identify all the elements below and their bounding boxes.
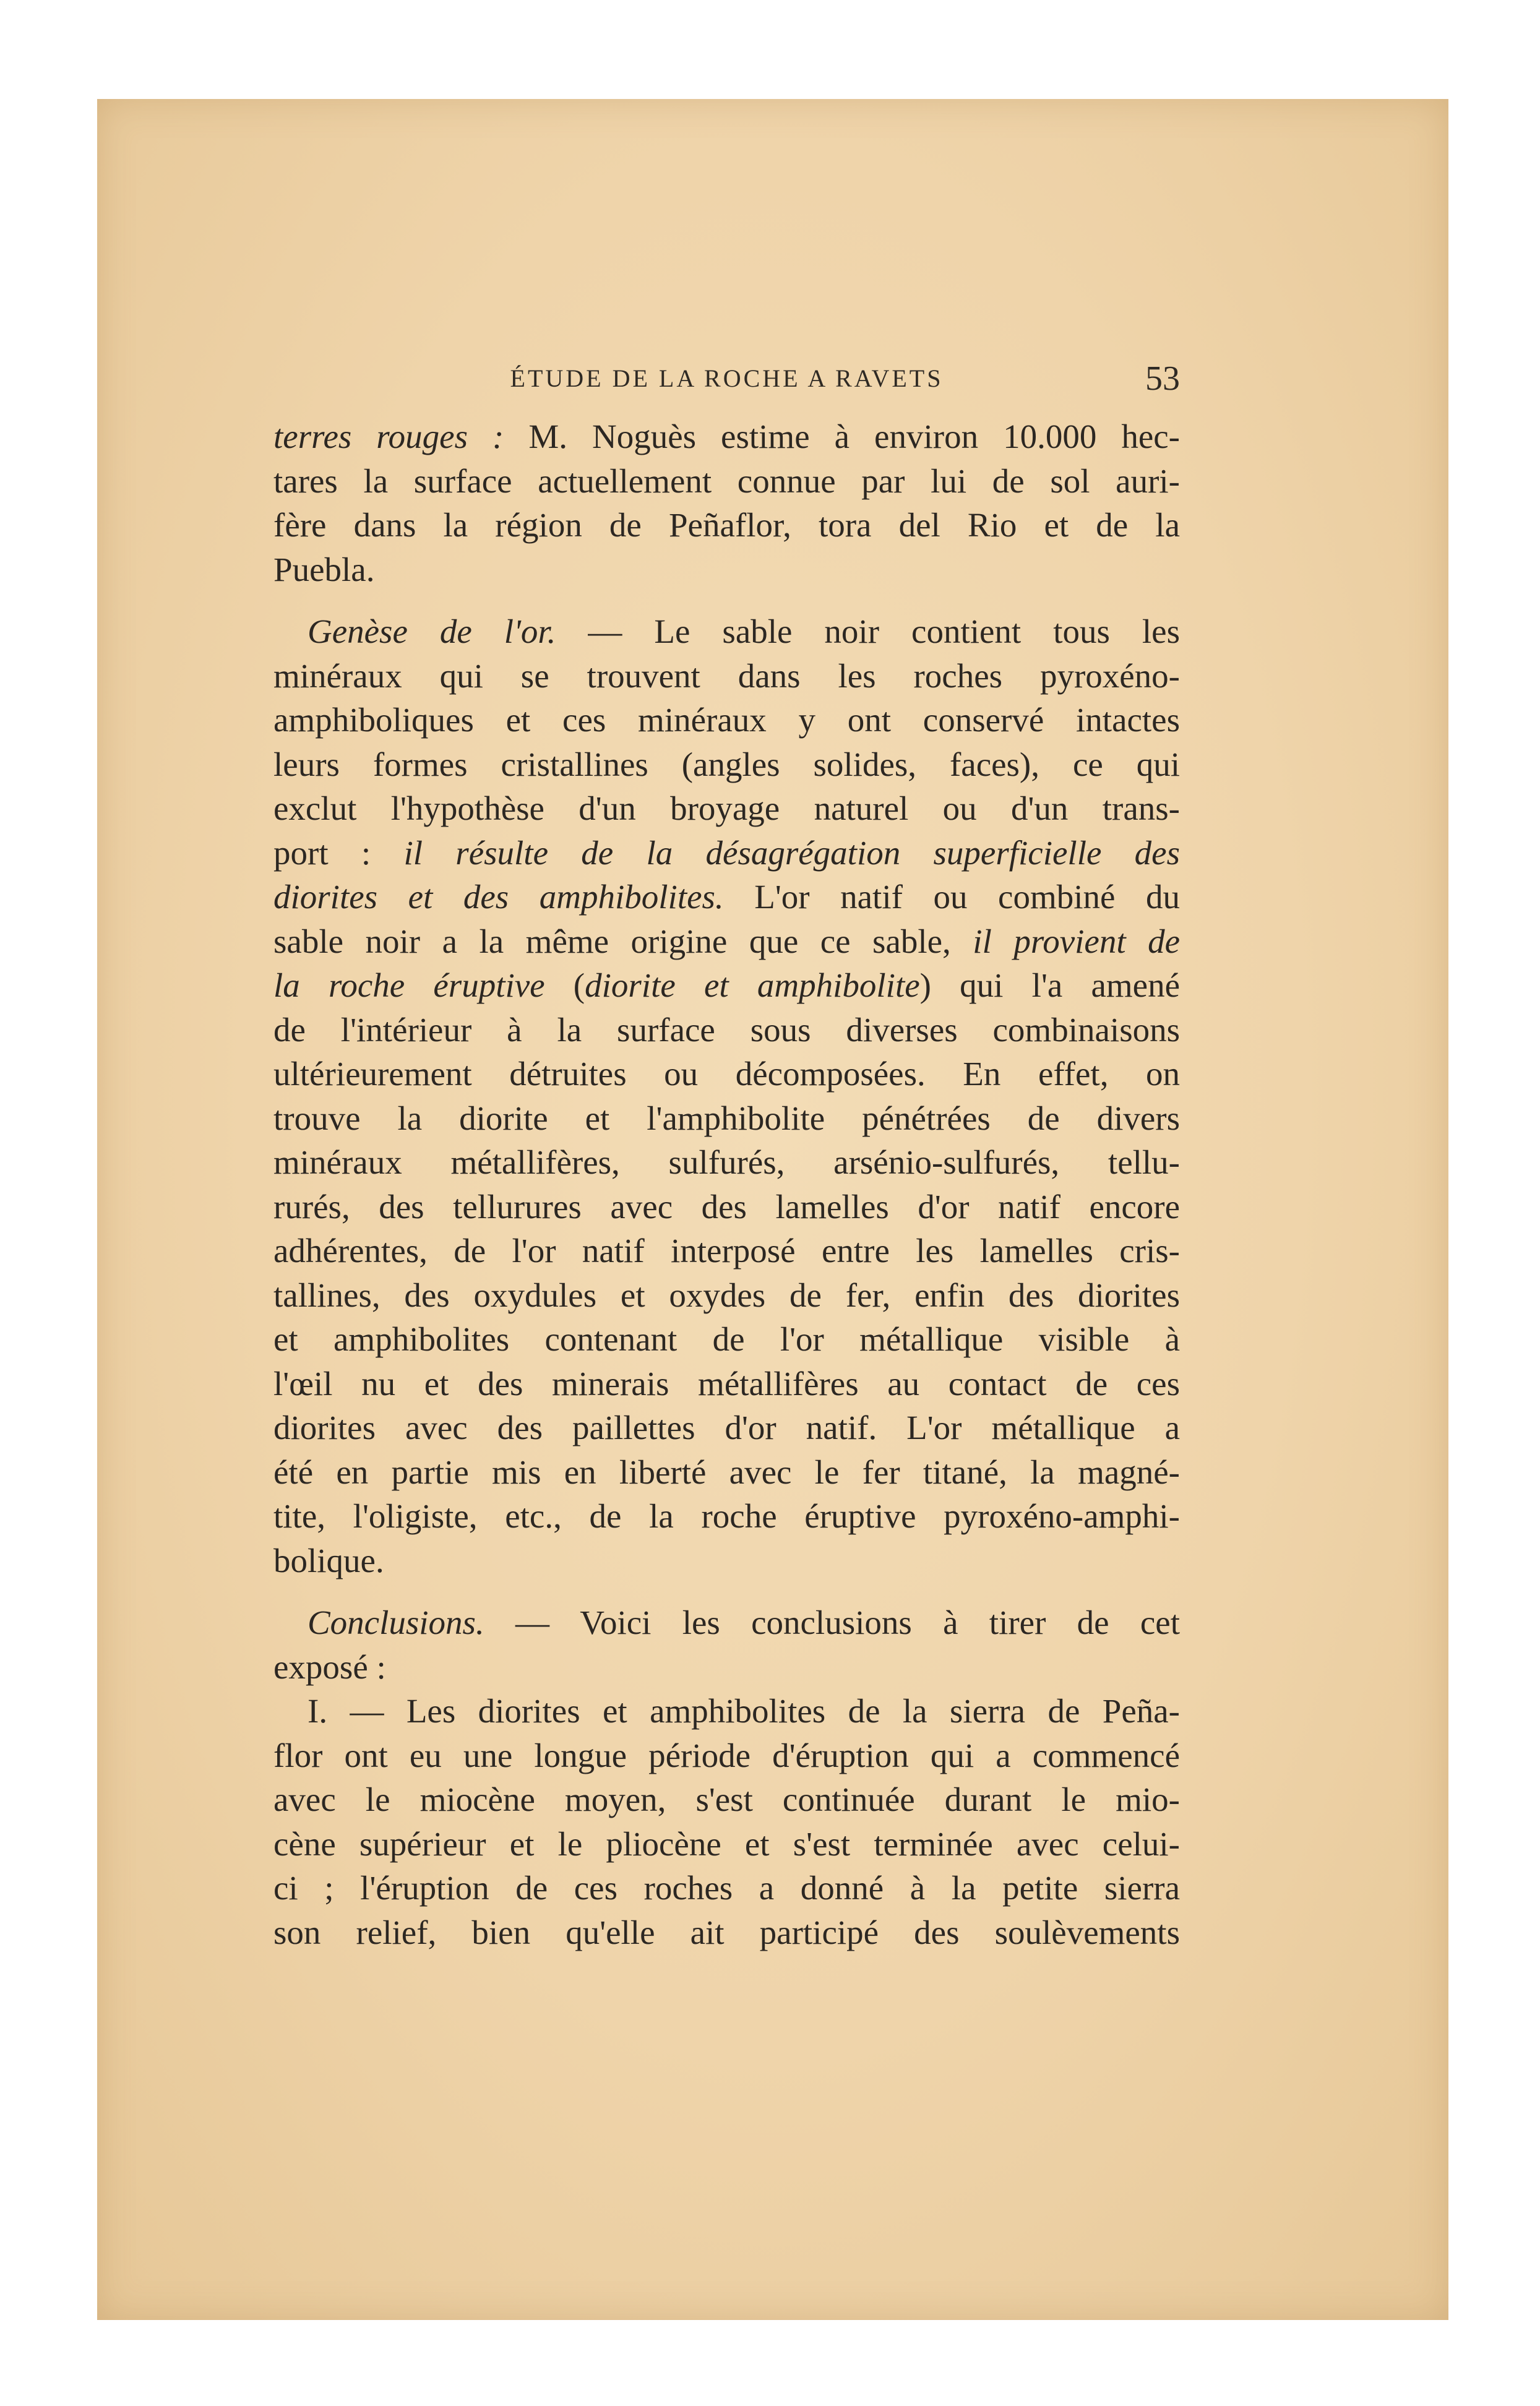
text-segment: — Le sable noir contient tous les [556,612,1180,650]
text-line [273,654,1180,698]
paragraph [273,415,1180,591]
text-segment: son relief, bien qu'elle ait participé des soulèvements [273,1913,1180,1951]
italic-text: diorite et amphibolite [585,966,920,1004]
text-segment: exclut l'hypothèse d'un broyage naturel ou d'un trans- [273,789,1180,827]
text-line [273,1317,1180,1362]
text-segment: L'or natif ou combiné du [723,878,1180,916]
body-text [273,415,1180,1954]
text-line [273,459,1180,504]
paragraph-gap [273,1583,1180,1600]
text-segment: bolique. [273,1541,384,1579]
italic-text: il résulte de la désagrégation superficielle des [403,833,1180,872]
text-segment: I. — Les diorites et amphibolites de la sierra de Peña- [273,1692,1180,1730]
text-line [273,742,1180,787]
text-segment: flor ont eu une longue période d'éruption qui a commencé [273,1736,1180,1774]
text-segment: avec le miocène moyen, s'est continuée durant le mio- [273,1781,1180,1818]
text-segment: rurés, des tellurures avec des lamelles d'or natif encore [273,1187,1180,1226]
text-segment: diorites avec des paillettes d'or natif. L'or métallique a [273,1409,1180,1446]
text-line [273,1689,1180,1734]
italic-text: Conclusions. [273,1604,484,1641]
text-line [273,1822,1180,1867]
text-line [273,1273,1180,1318]
text-segment: minéraux métallifères, sulfurés, arsénio-sulfurés, tellu- [273,1143,1180,1181]
text-line [273,1096,1180,1141]
text-line [273,1910,1180,1955]
text-line [273,1645,1180,1690]
text-line [273,1539,1180,1583]
text-line [273,415,1180,459]
italic-text: il provient de [973,922,1180,960]
italic-text: la roche éruptive [273,966,545,1004]
text-segment: M. Noguès estime à environ 10.000 hec- [504,418,1180,455]
text-segment: amphiboliques et ces minéraux y ont conservé intactes [273,701,1180,739]
paragraph [273,609,1180,1583]
text-segment: été en partie mis en liberté avec le fer titané, la magné- [273,1453,1180,1491]
text-line [273,786,1180,831]
text-segment: tares la surface actuellement connue par lui de sol auri- [273,462,1180,500]
text-line [273,1450,1180,1495]
text-segment: — Voici les conclusions à tirer de cet [484,1604,1180,1641]
page-number: 53 [1145,359,1180,398]
text-segment: Puebla. [273,550,375,588]
text-segment: ) qui l'a amené [919,966,1180,1004]
text-line [273,963,1180,1008]
italic-text: terres rouges : [273,418,504,455]
text-segment: ( [544,966,585,1004]
text-line [273,875,1180,919]
text-line [273,1494,1180,1539]
text-line [273,1008,1180,1052]
text-line [273,1600,1180,1645]
text-segment: et amphibolites contenant de l'or métallique visible à [273,1320,1180,1358]
text-segment: fère dans la région de Peñaflor, tora del Rio et de la [273,506,1180,544]
text-line [273,548,1180,592]
text-line [273,831,1180,875]
text-segment: tallines, des oxydules et oxydes de fer, enfin des diorites [273,1276,1180,1314]
text-line [273,1406,1180,1450]
text-line [273,1185,1180,1229]
text-line [273,609,1180,654]
text-segment: l'œil nu et des minerais métallifères au contact de ces [273,1364,1180,1403]
text-segment: ci ; l'éruption de ces roches a donné à la petite sierra [273,1869,1180,1907]
text-segment: minéraux qui se trouvent dans les roches pyroxéno- [273,656,1180,695]
text-line [273,503,1180,548]
text-segment: de l'intérieur à la surface sous diverses combinaisons [273,1010,1180,1049]
text-segment: ultérieurement détruites ou décomposées. En effet, on [273,1055,1180,1093]
text-line [273,1229,1180,1273]
text-line [273,698,1180,742]
text-line [273,1362,1180,1406]
text-segment: leurs formes cristallines (angles solides, faces), ce qui [273,745,1180,783]
text-segment: tite, l'oligiste, etc., de la roche éruptive pyroxéno-amphi- [273,1497,1180,1535]
text-line [273,1777,1180,1822]
text-line [273,1866,1180,1910]
text-segment: trouve la diorite et l'amphibolite pénétrées de divers [273,1099,1180,1137]
text-segment: cène supérieur et le pliocène et s'est terminée avec celui- [273,1824,1180,1863]
text-line [273,1734,1180,1778]
running-title: ÉTUDE DE LA ROCHE A RAVETS [510,364,944,392]
paragraph [273,1600,1180,1954]
text-line [273,919,1180,964]
text-line [273,1052,1180,1096]
running-head [273,359,1180,408]
text-segment: adhérentes, de l'or natif interposé entre les lamelles cris- [273,1232,1180,1270]
text-line [273,1140,1180,1185]
italic-text: Genèse de l'or. [273,612,556,650]
italic-text: diorites et des amphibolites. [273,878,724,916]
paragraph-gap [273,591,1180,609]
text-segment: port : [273,833,404,872]
text-segment: exposé : [273,1648,386,1686]
text-segment: sable noir a la même origine que ce sable, [273,922,973,960]
